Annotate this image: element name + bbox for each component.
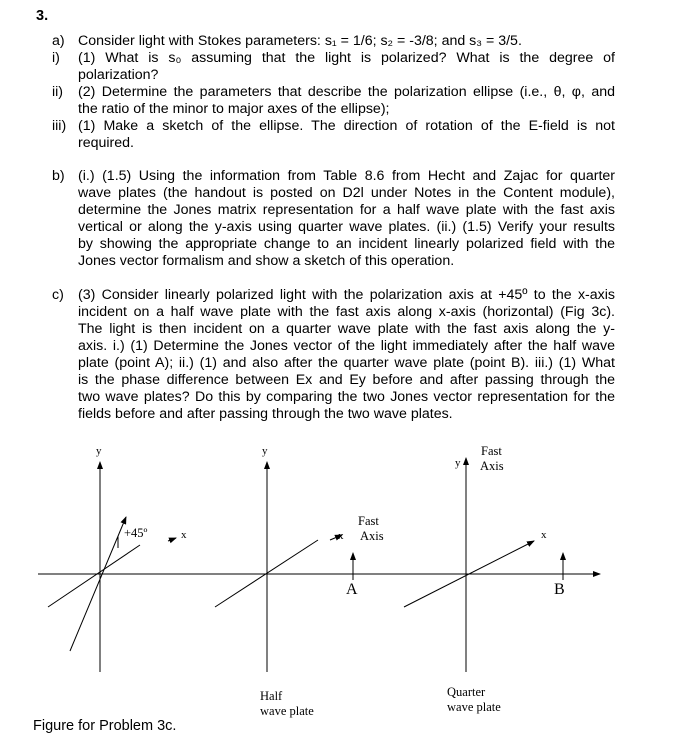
part-b-line: by showing the appropriate change to an incident linearly polarized field with the xyxy=(78,236,615,252)
part-c-line: axis. i.) (1) Determine the Jones vector of the light immediately after the half wave xyxy=(78,338,615,354)
part-c-line: is the phase difference between Ex and Ey before and after passing through the xyxy=(78,372,615,388)
axis-label-3: Axis xyxy=(480,459,504,473)
fast-label-3: Fast xyxy=(481,444,502,458)
half-plate-label-2: wave plate xyxy=(260,704,314,718)
part-c-line: The light is then incident on a quarter wave plate with the fast axis along the y- xyxy=(78,321,615,337)
part-b-line: Jones vector formalism and show a sketch of this operation. xyxy=(78,253,455,269)
x-label-1: x xyxy=(181,529,187,541)
axis-label-2: Axis xyxy=(360,529,384,543)
part-a-ii-line: the ratio of the minor to major axes of the ellipse); xyxy=(78,101,390,117)
figure-caption: Figure for Problem 3c. xyxy=(33,718,177,734)
part-b-line: wave plates (the handout is posted on D2l under Notes in the Content module), xyxy=(78,185,615,201)
part-a-label: a) xyxy=(52,33,65,49)
part-c-line: two wave plates? Do this by comparing the two Jones vector representation for the xyxy=(78,389,615,405)
y-label-3: y xyxy=(455,457,461,469)
part-a-ii-label: ii) xyxy=(52,84,64,100)
part-c-line: (3) Consider linearly polarized light with the polarization axis at +45º to the x-axis xyxy=(78,287,615,303)
part-c-line: incident on a half wave plate with the fast axis along x-axis (horizontal) (Fig 3c). xyxy=(78,304,615,320)
x-label-2: x xyxy=(338,530,344,542)
angle-label: +45º xyxy=(124,526,148,540)
y-label-1: y xyxy=(96,445,102,457)
fast-label-2: Fast xyxy=(358,514,379,528)
part-b-line: vertical or along the y-axis using quarter wave plates. (ii.) (1.5) Verify your results xyxy=(78,219,615,235)
x-axis-arrow-1 xyxy=(168,538,176,541)
part-a-i-line: polarization? xyxy=(78,67,159,83)
part-c-line: plate (point A); ii.) (1) and also after the quarter wave plate (point B). iii.) (1) What xyxy=(78,355,615,371)
point-a-label: A xyxy=(346,581,358,598)
point-b-label: B xyxy=(554,581,565,598)
part-a-iii-line: required. xyxy=(78,135,134,151)
part-b-line: (i.) (1.5) Using the information from Table 8.6 from Hecht and Zajac for quarter xyxy=(78,168,615,184)
quarter-plate-label-2: wave plate xyxy=(447,700,501,714)
part-a-i-line: (1) What is s₀ assuming that the light is polarized? What is the degree of xyxy=(78,50,615,66)
y-label-2: y xyxy=(262,445,268,457)
part-a-iii-label: iii) xyxy=(52,118,67,134)
x-label-3: x xyxy=(541,529,547,541)
quarter-plate-label: Quarter xyxy=(447,685,486,699)
part-a-i-label: i) xyxy=(52,50,60,66)
part-c-line: fields before and after passing through the two wave plates. xyxy=(78,406,453,422)
part-b-label: b) xyxy=(52,168,65,184)
half-plate-label: Half xyxy=(260,689,283,703)
problem-number: 3. xyxy=(36,8,49,24)
part-c-label: c) xyxy=(52,287,64,303)
part-a-intro: Consider light with Stokes parameters: s₁ = 1/6; s₂ = -3/8; and s₃ = 3/5. xyxy=(78,33,522,49)
polarization-line xyxy=(48,545,140,607)
part-b-line: determine the Jones matrix representation for a half wave plate with the fast axis xyxy=(78,202,615,218)
part-a-ii-line: (2) Determine the parameters that describe the polarization ellipse (i.e., θ, φ, and xyxy=(78,84,615,100)
part-a-iii-line: (1) Make a sketch of the ellipse. The direction of rotation of the E-field is not xyxy=(78,118,615,134)
